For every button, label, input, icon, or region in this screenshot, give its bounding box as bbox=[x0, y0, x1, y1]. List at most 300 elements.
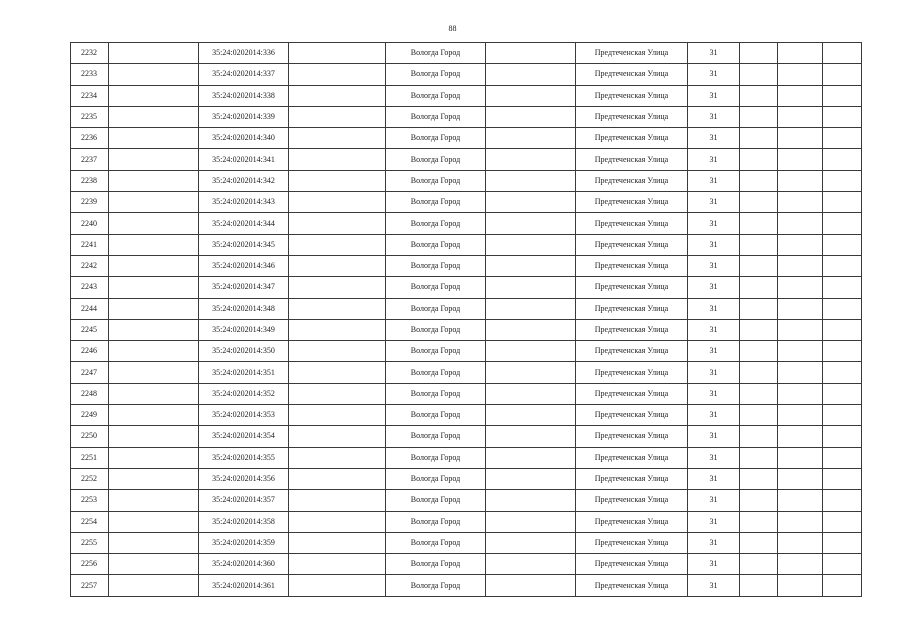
row-number-cell: 2244 bbox=[71, 298, 109, 319]
empty-cell bbox=[823, 319, 862, 340]
empty-cell bbox=[778, 447, 823, 468]
empty-cell bbox=[778, 128, 823, 149]
empty-cell bbox=[778, 341, 823, 362]
street-cell: Предтеченская Улица bbox=[576, 532, 688, 553]
house-number-cell: 31 bbox=[688, 362, 740, 383]
street-cell: Предтеченская Улица bbox=[576, 319, 688, 340]
row-number-cell: 2254 bbox=[71, 511, 109, 532]
street-cell: Предтеченская Улица bbox=[576, 447, 688, 468]
empty-cell bbox=[823, 234, 862, 255]
city-cell: Вологда Город bbox=[386, 511, 486, 532]
empty-cell bbox=[778, 64, 823, 85]
row-number-cell: 2245 bbox=[71, 319, 109, 340]
table-row bbox=[71, 532, 862, 553]
empty-cell bbox=[823, 447, 862, 468]
cadastral-number-cell: 35:24:0202014:354 bbox=[199, 426, 289, 447]
cadastral-number-cell: 35:24:0202014:350 bbox=[199, 341, 289, 362]
street-cell: Предтеченская Улица bbox=[576, 341, 688, 362]
empty-cell bbox=[486, 255, 576, 276]
empty-cell bbox=[109, 128, 199, 149]
empty-cell bbox=[289, 405, 386, 426]
empty-cell bbox=[823, 170, 862, 191]
empty-cell bbox=[740, 170, 778, 191]
empty-cell bbox=[486, 43, 576, 64]
empty-cell bbox=[823, 575, 862, 596]
row-number-cell: 2253 bbox=[71, 490, 109, 511]
empty-cell bbox=[740, 468, 778, 489]
house-number-cell: 31 bbox=[688, 106, 740, 127]
table-row bbox=[71, 575, 862, 596]
cadastral-number-cell: 35:24:0202014:346 bbox=[199, 255, 289, 276]
city-cell: Вологда Город bbox=[386, 170, 486, 191]
empty-cell bbox=[109, 532, 199, 553]
empty-cell bbox=[778, 511, 823, 532]
page-number: 88 bbox=[448, 24, 457, 33]
empty-cell bbox=[778, 192, 823, 213]
house-number-cell: 31 bbox=[688, 213, 740, 234]
empty-cell bbox=[823, 532, 862, 553]
empty-cell bbox=[289, 532, 386, 553]
street-cell: Предтеченская Улица bbox=[576, 213, 688, 234]
house-number-cell: 31 bbox=[688, 447, 740, 468]
city-cell: Вологда Город bbox=[386, 149, 486, 170]
row-number-cell: 2237 bbox=[71, 149, 109, 170]
house-number-cell: 31 bbox=[688, 149, 740, 170]
street-cell: Предтеченская Улица bbox=[576, 405, 688, 426]
empty-cell bbox=[289, 106, 386, 127]
cadastral-number-cell: 35:24:0202014:341 bbox=[199, 149, 289, 170]
empty-cell bbox=[109, 85, 199, 106]
empty-cell bbox=[289, 234, 386, 255]
empty-cell bbox=[740, 426, 778, 447]
empty-cell bbox=[823, 149, 862, 170]
table-row bbox=[71, 490, 862, 511]
empty-cell bbox=[486, 405, 576, 426]
row-number-cell: 2235 bbox=[71, 106, 109, 127]
row-number-cell: 2248 bbox=[71, 383, 109, 404]
house-number-cell: 31 bbox=[688, 554, 740, 575]
empty-cell bbox=[740, 255, 778, 276]
table-row bbox=[71, 149, 862, 170]
city-cell: Вологда Город bbox=[386, 554, 486, 575]
empty-cell bbox=[740, 192, 778, 213]
empty-cell bbox=[289, 468, 386, 489]
empty-cell bbox=[486, 170, 576, 191]
row-number-cell: 2241 bbox=[71, 234, 109, 255]
empty-cell bbox=[289, 298, 386, 319]
row-number-cell: 2232 bbox=[71, 43, 109, 64]
empty-cell bbox=[778, 532, 823, 553]
house-number-cell: 31 bbox=[688, 64, 740, 85]
empty-cell bbox=[740, 298, 778, 319]
street-cell: Предтеченская Улица bbox=[576, 575, 688, 596]
row-number-cell: 2256 bbox=[71, 554, 109, 575]
empty-cell bbox=[289, 575, 386, 596]
empty-cell bbox=[486, 64, 576, 85]
empty-cell bbox=[740, 405, 778, 426]
empty-cell bbox=[109, 447, 199, 468]
empty-cell bbox=[109, 468, 199, 489]
table-row bbox=[71, 277, 862, 298]
empty-cell bbox=[740, 149, 778, 170]
row-number-cell: 2240 bbox=[71, 213, 109, 234]
empty-cell bbox=[823, 490, 862, 511]
empty-cell bbox=[486, 532, 576, 553]
city-cell: Вологда Город bbox=[386, 85, 486, 106]
empty-cell bbox=[740, 85, 778, 106]
empty-cell bbox=[740, 447, 778, 468]
house-number-cell: 31 bbox=[688, 383, 740, 404]
table-body bbox=[71, 43, 862, 597]
house-number-cell: 31 bbox=[688, 319, 740, 340]
empty-cell bbox=[740, 128, 778, 149]
empty-cell bbox=[486, 85, 576, 106]
empty-cell bbox=[486, 468, 576, 489]
empty-cell bbox=[486, 106, 576, 127]
empty-cell bbox=[740, 213, 778, 234]
street-cell: Предтеченская Улица bbox=[576, 43, 688, 64]
row-number-cell: 2242 bbox=[71, 255, 109, 276]
empty-cell bbox=[486, 447, 576, 468]
house-number-cell: 31 bbox=[688, 170, 740, 191]
empty-cell bbox=[486, 575, 576, 596]
empty-cell bbox=[109, 575, 199, 596]
city-cell: Вологда Город bbox=[386, 255, 486, 276]
street-cell: Предтеченская Улица bbox=[576, 128, 688, 149]
house-number-cell: 31 bbox=[688, 277, 740, 298]
empty-cell bbox=[109, 170, 199, 191]
empty-cell bbox=[109, 426, 199, 447]
empty-cell bbox=[109, 106, 199, 127]
empty-cell bbox=[109, 255, 199, 276]
street-cell: Предтеченская Улица bbox=[576, 490, 688, 511]
empty-cell bbox=[109, 554, 199, 575]
empty-cell bbox=[486, 511, 576, 532]
empty-cell bbox=[740, 64, 778, 85]
table-row bbox=[71, 405, 862, 426]
cadastral-number-cell: 35:24:0202014:339 bbox=[199, 106, 289, 127]
city-cell: Вологда Город bbox=[386, 298, 486, 319]
cadastral-number-cell: 35:24:0202014:337 bbox=[199, 64, 289, 85]
house-number-cell: 31 bbox=[688, 490, 740, 511]
table-row bbox=[71, 234, 862, 255]
city-cell: Вологда Город bbox=[386, 447, 486, 468]
house-number-cell: 31 bbox=[688, 468, 740, 489]
empty-cell bbox=[289, 319, 386, 340]
empty-cell bbox=[778, 298, 823, 319]
empty-cell bbox=[778, 490, 823, 511]
house-number-cell: 31 bbox=[688, 43, 740, 64]
street-cell: Предтеченская Улица bbox=[576, 192, 688, 213]
street-cell: Предтеченская Улица bbox=[576, 255, 688, 276]
table-row bbox=[71, 128, 862, 149]
cadastral-number-cell: 35:24:0202014:352 bbox=[199, 383, 289, 404]
row-number-cell: 2251 bbox=[71, 447, 109, 468]
row-number-cell: 2236 bbox=[71, 128, 109, 149]
empty-cell bbox=[778, 43, 823, 64]
table-row bbox=[71, 511, 862, 532]
empty-cell bbox=[823, 341, 862, 362]
table-row bbox=[71, 383, 862, 404]
house-number-cell: 31 bbox=[688, 234, 740, 255]
city-cell: Вологда Город bbox=[386, 468, 486, 489]
empty-cell bbox=[109, 298, 199, 319]
empty-cell bbox=[289, 85, 386, 106]
empty-cell bbox=[740, 383, 778, 404]
empty-cell bbox=[823, 405, 862, 426]
empty-cell bbox=[486, 554, 576, 575]
house-number-cell: 31 bbox=[688, 192, 740, 213]
table-row bbox=[71, 85, 862, 106]
empty-cell bbox=[109, 64, 199, 85]
empty-cell bbox=[778, 255, 823, 276]
table-row bbox=[71, 192, 862, 213]
empty-cell bbox=[109, 383, 199, 404]
empty-cell bbox=[486, 383, 576, 404]
empty-cell bbox=[823, 213, 862, 234]
empty-cell bbox=[486, 426, 576, 447]
house-number-cell: 31 bbox=[688, 128, 740, 149]
empty-cell bbox=[486, 298, 576, 319]
empty-cell bbox=[109, 234, 199, 255]
cadastral-number-cell: 35:24:0202014:342 bbox=[199, 170, 289, 191]
house-number-cell: 31 bbox=[688, 85, 740, 106]
empty-cell bbox=[289, 362, 386, 383]
city-cell: Вологда Город bbox=[386, 106, 486, 127]
street-cell: Предтеченская Улица bbox=[576, 170, 688, 191]
empty-cell bbox=[823, 192, 862, 213]
empty-cell bbox=[486, 149, 576, 170]
city-cell: Вологда Город bbox=[386, 575, 486, 596]
empty-cell bbox=[109, 43, 199, 64]
empty-cell bbox=[823, 43, 862, 64]
city-cell: Вологда Город bbox=[386, 532, 486, 553]
city-cell: Вологда Город bbox=[386, 192, 486, 213]
empty-cell bbox=[823, 511, 862, 532]
empty-cell bbox=[823, 426, 862, 447]
row-number-cell: 2250 bbox=[71, 426, 109, 447]
cadastral-number-cell: 35:24:0202014:356 bbox=[199, 468, 289, 489]
empty-cell bbox=[486, 128, 576, 149]
empty-cell bbox=[289, 255, 386, 276]
empty-cell bbox=[778, 405, 823, 426]
street-cell: Предтеченская Улица bbox=[576, 149, 688, 170]
empty-cell bbox=[778, 468, 823, 489]
empty-cell bbox=[778, 213, 823, 234]
empty-cell bbox=[778, 277, 823, 298]
empty-cell bbox=[740, 532, 778, 553]
empty-cell bbox=[778, 362, 823, 383]
empty-cell bbox=[740, 490, 778, 511]
cadastral-number-cell: 35:24:0202014:347 bbox=[199, 277, 289, 298]
empty-cell bbox=[109, 341, 199, 362]
street-cell: Предтеченская Улица bbox=[576, 234, 688, 255]
empty-cell bbox=[823, 298, 862, 319]
cadastral-number-cell: 35:24:0202014:355 bbox=[199, 447, 289, 468]
street-cell: Предтеченская Улица bbox=[576, 554, 688, 575]
cadastral-number-cell: 35:24:0202014:359 bbox=[199, 532, 289, 553]
table-row bbox=[71, 64, 862, 85]
street-cell: Предтеченская Улица bbox=[576, 362, 688, 383]
street-cell: Предтеченская Улица bbox=[576, 85, 688, 106]
cadastral-number-cell: 35:24:0202014:343 bbox=[199, 192, 289, 213]
street-cell: Предтеченская Улица bbox=[576, 383, 688, 404]
house-number-cell: 31 bbox=[688, 405, 740, 426]
empty-cell bbox=[109, 319, 199, 340]
house-number-cell: 31 bbox=[688, 426, 740, 447]
row-number-cell: 2234 bbox=[71, 85, 109, 106]
empty-cell bbox=[740, 277, 778, 298]
city-cell: Вологда Город bbox=[386, 64, 486, 85]
empty-cell bbox=[778, 85, 823, 106]
table-row bbox=[71, 447, 862, 468]
empty-cell bbox=[778, 234, 823, 255]
empty-cell bbox=[109, 192, 199, 213]
table-row bbox=[71, 426, 862, 447]
cadastral-number-cell: 35:24:0202014:358 bbox=[199, 511, 289, 532]
city-cell: Вологда Город bbox=[386, 128, 486, 149]
house-number-cell: 31 bbox=[688, 255, 740, 276]
row-number-cell: 2255 bbox=[71, 532, 109, 553]
empty-cell bbox=[823, 277, 862, 298]
empty-cell bbox=[109, 149, 199, 170]
city-cell: Вологда Город bbox=[386, 319, 486, 340]
empty-cell bbox=[823, 128, 862, 149]
table-row bbox=[71, 319, 862, 340]
row-number-cell: 2246 bbox=[71, 341, 109, 362]
empty-cell bbox=[109, 405, 199, 426]
empty-cell bbox=[823, 383, 862, 404]
empty-cell bbox=[109, 362, 199, 383]
empty-cell bbox=[289, 383, 386, 404]
empty-cell bbox=[740, 319, 778, 340]
city-cell: Вологда Город bbox=[386, 234, 486, 255]
cadastral-number-cell: 35:24:0202014:361 bbox=[199, 575, 289, 596]
empty-cell bbox=[823, 106, 862, 127]
city-cell: Вологда Город bbox=[386, 341, 486, 362]
empty-cell bbox=[823, 85, 862, 106]
empty-cell bbox=[486, 234, 576, 255]
street-cell: Предтеченская Улица bbox=[576, 468, 688, 489]
empty-cell bbox=[740, 234, 778, 255]
empty-cell bbox=[289, 447, 386, 468]
row-number-cell: 2239 bbox=[71, 192, 109, 213]
street-cell: Предтеченская Улица bbox=[576, 106, 688, 127]
city-cell: Вологда Город bbox=[386, 213, 486, 234]
empty-cell bbox=[289, 213, 386, 234]
city-cell: Вологда Город bbox=[386, 490, 486, 511]
empty-cell bbox=[740, 362, 778, 383]
empty-cell bbox=[486, 319, 576, 340]
city-cell: Вологда Город bbox=[386, 362, 486, 383]
empty-cell bbox=[289, 554, 386, 575]
cadastral-number-cell: 35:24:0202014:360 bbox=[199, 554, 289, 575]
empty-cell bbox=[778, 149, 823, 170]
empty-cell bbox=[740, 106, 778, 127]
table-row bbox=[71, 341, 862, 362]
cadastral-number-cell: 35:24:0202014:340 bbox=[199, 128, 289, 149]
row-number-cell: 2247 bbox=[71, 362, 109, 383]
empty-cell bbox=[109, 490, 199, 511]
street-cell: Предтеченская Улица bbox=[576, 511, 688, 532]
empty-cell bbox=[778, 106, 823, 127]
house-number-cell: 31 bbox=[688, 511, 740, 532]
house-number-cell: 31 bbox=[688, 532, 740, 553]
table-row bbox=[71, 468, 862, 489]
table-row bbox=[71, 362, 862, 383]
table-row bbox=[71, 106, 862, 127]
cadastral-number-cell: 35:24:0202014:353 bbox=[199, 405, 289, 426]
empty-cell bbox=[486, 362, 576, 383]
empty-cell bbox=[823, 554, 862, 575]
house-number-cell: 31 bbox=[688, 298, 740, 319]
table-row bbox=[71, 213, 862, 234]
cadastral-number-cell: 35:24:0202014:351 bbox=[199, 362, 289, 383]
cadastral-number-cell: 35:24:0202014:336 bbox=[199, 43, 289, 64]
row-number-cell: 2233 bbox=[71, 64, 109, 85]
street-cell: Предтеченская Улица bbox=[576, 426, 688, 447]
empty-cell bbox=[109, 213, 199, 234]
empty-cell bbox=[740, 341, 778, 362]
empty-cell bbox=[486, 490, 576, 511]
table-row bbox=[71, 170, 862, 191]
cadastral-number-cell: 35:24:0202014:338 bbox=[199, 85, 289, 106]
registry-table bbox=[70, 42, 862, 597]
cadastral-number-cell: 35:24:0202014:344 bbox=[199, 213, 289, 234]
empty-cell bbox=[109, 511, 199, 532]
street-cell: Предтеченская Улица bbox=[576, 298, 688, 319]
empty-cell bbox=[289, 170, 386, 191]
empty-cell bbox=[740, 43, 778, 64]
row-number-cell: 2238 bbox=[71, 170, 109, 191]
row-number-cell: 2243 bbox=[71, 277, 109, 298]
empty-cell bbox=[778, 319, 823, 340]
empty-cell bbox=[289, 511, 386, 532]
cadastral-number-cell: 35:24:0202014:345 bbox=[199, 234, 289, 255]
empty-cell bbox=[778, 170, 823, 191]
empty-cell bbox=[486, 192, 576, 213]
house-number-cell: 31 bbox=[688, 341, 740, 362]
empty-cell bbox=[289, 490, 386, 511]
cadastral-number-cell: 35:24:0202014:349 bbox=[199, 319, 289, 340]
street-cell: Предтеченская Улица bbox=[576, 277, 688, 298]
empty-cell bbox=[778, 575, 823, 596]
empty-cell bbox=[740, 554, 778, 575]
empty-cell bbox=[289, 341, 386, 362]
table-row bbox=[71, 255, 862, 276]
table-row bbox=[71, 298, 862, 319]
empty-cell bbox=[823, 468, 862, 489]
empty-cell bbox=[486, 213, 576, 234]
empty-cell bbox=[823, 362, 862, 383]
empty-cell bbox=[289, 426, 386, 447]
empty-cell bbox=[740, 575, 778, 596]
empty-cell bbox=[289, 149, 386, 170]
empty-cell bbox=[289, 277, 386, 298]
empty-cell bbox=[289, 64, 386, 85]
empty-cell bbox=[823, 255, 862, 276]
city-cell: Вологда Город bbox=[386, 43, 486, 64]
city-cell: Вологда Город bbox=[386, 277, 486, 298]
table-row bbox=[71, 554, 862, 575]
city-cell: Вологда Город bbox=[386, 426, 486, 447]
empty-cell bbox=[778, 383, 823, 404]
empty-cell bbox=[289, 43, 386, 64]
cadastral-number-cell: 35:24:0202014:357 bbox=[199, 490, 289, 511]
city-cell: Вологда Город bbox=[386, 405, 486, 426]
empty-cell bbox=[740, 511, 778, 532]
empty-cell bbox=[486, 341, 576, 362]
